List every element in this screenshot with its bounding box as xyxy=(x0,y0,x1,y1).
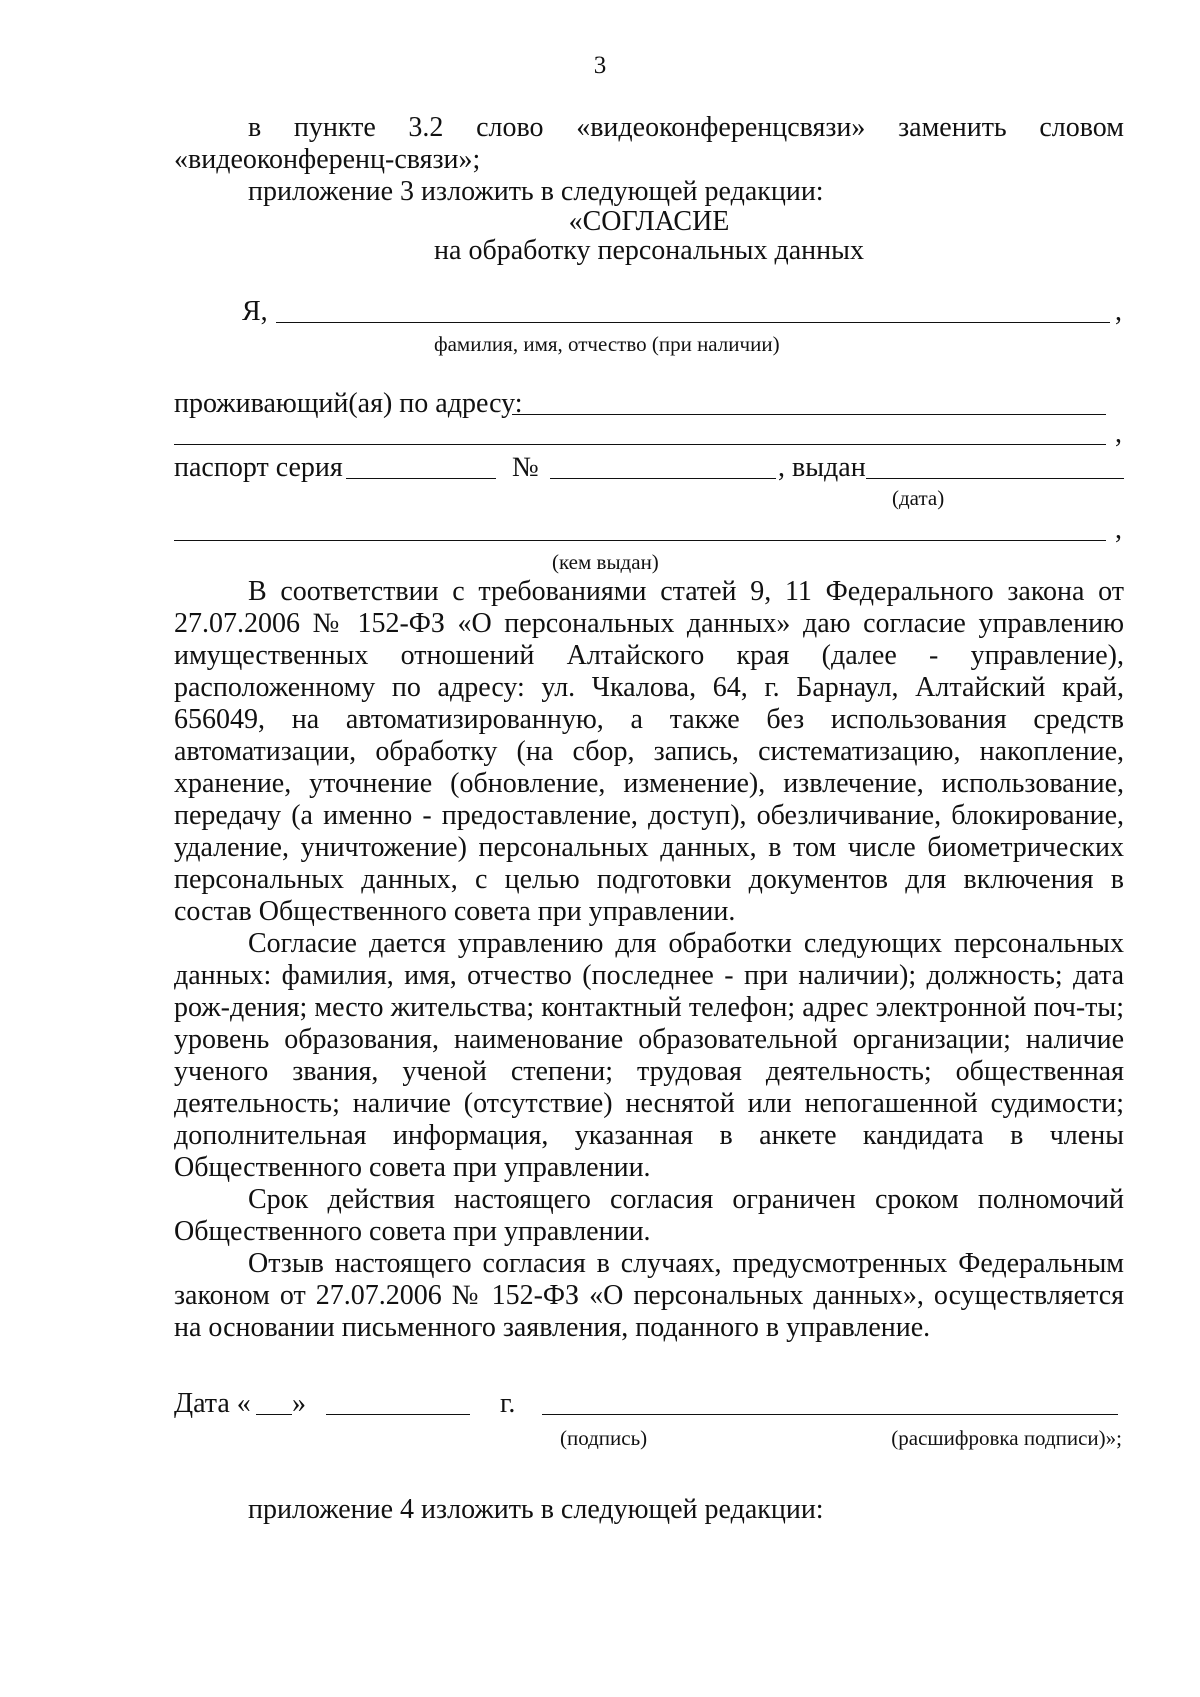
signature-hint-row xyxy=(174,1420,1124,1450)
issued-by-row xyxy=(174,514,1124,546)
paragraph-appendix-3: приложение 3 изложить в следующей редакции: xyxy=(248,176,824,207)
passport-series-blank xyxy=(346,478,496,479)
address-blank xyxy=(512,414,1106,415)
address-row xyxy=(174,388,1124,420)
passport-row xyxy=(174,452,1124,484)
month-blank xyxy=(326,1414,470,1415)
paragraph-data-list: Согласие дается управлению для обработки следующих персональных данных: фамилия, имя, отчество (последнее - при наличии); должность; дата рож-дения; место жительства; контактный телефон; адрес электронной поч-ты; уровень образования, наименование образовательной организации; наличие ученого звания, ученой степени; трудовая деятельность; общественная деятельность; наличие (отсутствие) неснятой или непогашенной судимости; дополнительная информация, указанная в анкете кандидата в члены Общественного совета при управлении. xyxy=(174,928,1124,1183)
document-body xyxy=(174,112,1124,1526)
address-comma: , xyxy=(1115,418,1122,449)
date-close-quote: » xyxy=(292,1388,306,1419)
fio-hint-row xyxy=(174,328,1124,358)
form-subtitle: на обработку персональных данных xyxy=(434,235,864,266)
fio-hint: фамилия, имя, отчество (при наличии) xyxy=(434,332,780,356)
passport-number-blank xyxy=(550,478,776,479)
date-hint: (дата) xyxy=(892,486,945,510)
paragraph-consent: В соответствии с требованиями статей 9, 11 Федерального закона от 27.07.2006 № 152-ФЗ «О персональных данных» даю согласие управлению имущественных отношений Алтайского края (далее - управление), расположенному по адресу: ул. Чкалова, 64, г. Барнаул, Алтайский край, 656049, на автоматизированную, а также без использования средств автоматизации, обработку (на сбор, запись, систематизацию, накопление, хранение, уточнение (обновление, изменение), извлечение, использование, передачу (а именно - предоставление, доступ), обезличивание, блокирование, удаление, уничтожение) персональных данных, в том числе биометрических персональных данных, с целью подготовки документов для включения в состав Общественного совета при управлении. xyxy=(174,576,1124,927)
fio-comma: , xyxy=(1115,296,1122,327)
issue-date-blank xyxy=(866,478,1124,479)
issued-label: , выдан xyxy=(778,452,866,483)
i-label: Я, xyxy=(242,296,268,327)
issued-by-hint: (кем выдан) xyxy=(552,550,659,574)
issued-by-blank xyxy=(174,540,1106,541)
address-blank-2 xyxy=(174,444,1106,445)
year-label: г. xyxy=(500,1388,516,1419)
address-row-2 xyxy=(174,420,1124,452)
signature-date-row xyxy=(174,1388,1124,1420)
paragraph-amend-3-2: в пункте 3.2 слово «видеоконференцсвязи» заменить словом «видеоконференц-связи»; xyxy=(174,112,1124,175)
day-blank xyxy=(256,1414,292,1415)
signature-hint: (подпись) xyxy=(560,1426,648,1450)
signature-blank xyxy=(542,1414,1118,1415)
issued-by-comma: , xyxy=(1115,514,1122,545)
passport-series-label: паспорт серия xyxy=(174,452,343,483)
form-title: «СОГЛАСИЕ xyxy=(568,206,730,237)
page-number: 3 xyxy=(593,52,607,79)
fio-row xyxy=(174,296,1124,328)
date-hint-row xyxy=(174,484,1124,514)
number-sign: № xyxy=(512,452,539,483)
signature-decode-hint: (расшифровка подписи)»; xyxy=(891,1426,1122,1450)
paragraph-term: Срок действия настоящего согласия ограничен сроком полномочий Общественного совета при управлении. xyxy=(174,1184,1124,1247)
fio-blank xyxy=(276,322,1110,323)
address-label: проживающий(ая) по адресу: xyxy=(174,388,523,419)
date-label: Дата « xyxy=(174,1388,251,1419)
paragraph-withdrawal: Отзыв настоящего согласия в случаях, предусмотренных Федеральным законом от 27.07.2006 № 152-ФЗ «О персональных данных», осуществляется на основании письменного заявления, поданного в управление. xyxy=(174,1248,1124,1343)
paragraph-appendix-4: приложение 4 изложить в следующей редакции: xyxy=(248,1494,824,1525)
issued-by-hint-row xyxy=(174,546,1124,576)
